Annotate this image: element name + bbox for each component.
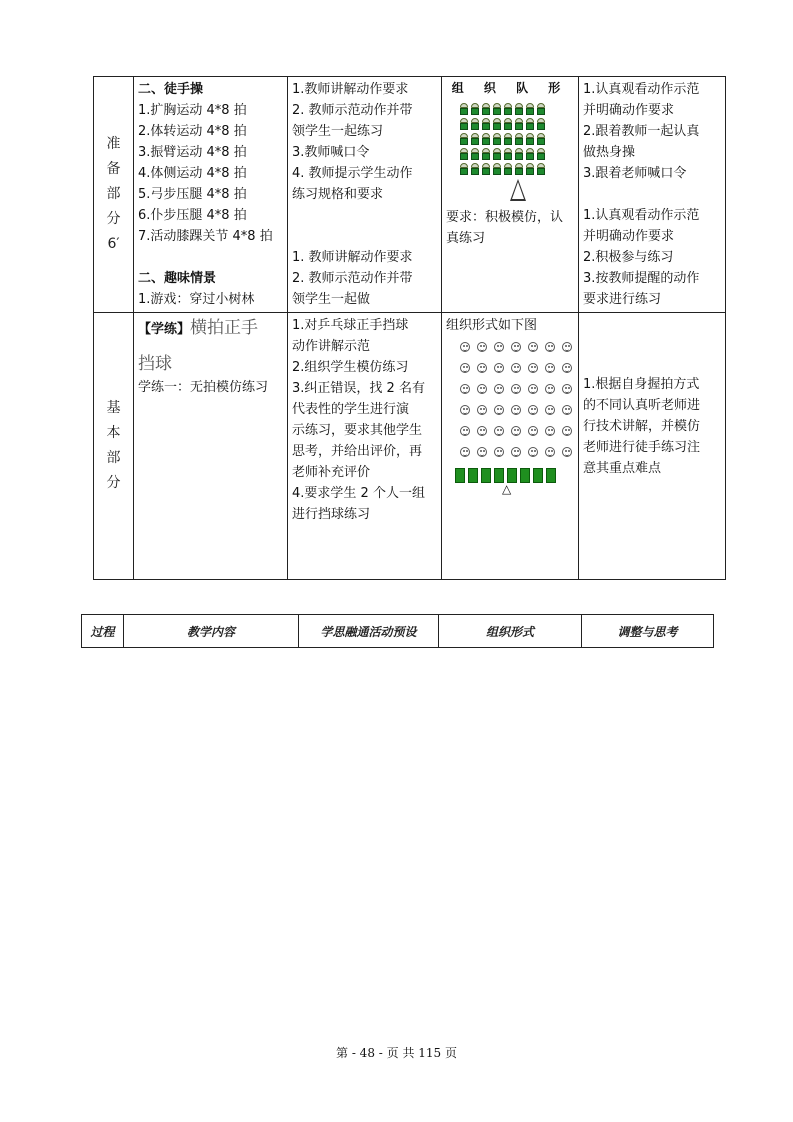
formation-title: 组 织 队 形: [451, 81, 569, 95]
student-smiley-icon: [545, 384, 555, 394]
student-figure-icon: [537, 103, 545, 115]
student-figure-icon: [526, 118, 534, 130]
header-activities: 学思融通活动预设: [299, 615, 439, 648]
header-content: 教学内容: [124, 615, 299, 648]
student-smiley-icon: [562, 384, 572, 394]
student-figure-icon: [526, 103, 534, 115]
student-figure-icon: [526, 133, 534, 145]
student-smiley-icon: [545, 405, 555, 415]
student-smiley-icon: [545, 447, 555, 457]
header-process: 过程: [82, 615, 124, 648]
teacher-marker-icon: △: [502, 482, 512, 496]
student-figure-icon: [471, 163, 479, 175]
student-smiley-icon: [477, 363, 487, 373]
student-figure-icon: [504, 133, 512, 145]
prep-formation-cell: 组 织 队 形 要求：积极模仿，认 真练习: [442, 77, 579, 313]
student-figure-icon: [537, 163, 545, 175]
practice-item: 学练一：无拍模仿练习: [138, 380, 269, 395]
student-smiley-icon: [477, 384, 487, 394]
table-block-icon: [520, 468, 530, 483]
student-figure-icon: [460, 133, 468, 145]
header-reflection: 调整与思考: [582, 615, 714, 648]
student-smiley-icon: [494, 447, 504, 457]
basic-teacher-cell: 1.对乒乓球正手挡球 动作讲解示范 2.组织学生模仿练习 3.纠正错误，找 2 名有 代表性的学生进行演 示练习，要求其他学生 思考，并给出评价，再 老师补充评价 4.要求学生 2 个人一组 进行挡球练习: [288, 313, 442, 580]
student-smiley-icon: [460, 447, 470, 457]
prep-row: [94, 77, 726, 313]
student-figure-icon: [471, 148, 479, 160]
lesson-plan-table: [93, 76, 726, 580]
student-smiley-icon: [528, 447, 538, 457]
student-smiley-icon: [494, 384, 504, 394]
student-smiley-icon: [562, 363, 572, 373]
game-item: 1.游戏：穿过小树林: [138, 292, 255, 307]
table-block-icon: [494, 468, 504, 483]
student-smiley-icon: [528, 405, 538, 415]
student-smiley-icon: [460, 342, 470, 352]
student-figure-icon: [515, 133, 523, 145]
student-figure-icon: [537, 148, 545, 160]
header-organization: 组织形式: [439, 615, 582, 648]
student-smiley-icon: [511, 405, 521, 415]
exercise-item: 2.体转运动 4*8 拍: [138, 124, 247, 139]
student-formation-grid: [460, 103, 574, 175]
student-smiley-icon: [511, 426, 521, 436]
student-figure-icon: [515, 148, 523, 160]
next-table-header: [81, 614, 714, 648]
student-smiley-icon: [494, 363, 504, 373]
basic-content-cell: 【学练】横拍正手 挡球 学练一：无拍模仿练习: [134, 313, 288, 580]
student-smiley-icon: [528, 384, 538, 394]
exercise-item: 4.体侧运动 4*8 拍: [138, 166, 247, 181]
student-figure-icon: [493, 133, 501, 145]
exercise-item: 5.弓步压腿 4*8 拍: [138, 187, 247, 202]
student-figure-icon: [515, 118, 523, 130]
student-figure-icon: [504, 103, 512, 115]
table-block-icon: [546, 468, 556, 483]
basic-section-label: 基 本 部 分: [94, 313, 134, 580]
student-figure-icon: [493, 103, 501, 115]
student-figure-icon: [471, 118, 479, 130]
student-smiley-icon: [511, 363, 521, 373]
page-footer: 第 - 48 - 页 共 115 页: [336, 1046, 457, 1060]
student-figure-icon: [515, 163, 523, 175]
student-figure-icon: [493, 118, 501, 130]
table-block-icon: [468, 468, 478, 483]
student-figure-icon: [526, 148, 534, 160]
prep-section-label: 准 备 部 分 6′: [94, 77, 134, 313]
table-block-icon: [533, 468, 543, 483]
table-block-icon: [507, 468, 517, 483]
student-smiley-icon: [494, 405, 504, 415]
exercise-item: 1.扩胸运动 4*8 拍: [138, 103, 247, 118]
table-block-icon: [481, 468, 491, 483]
student-figure-icon: [460, 118, 468, 130]
student-figure-icon: [493, 163, 501, 175]
student-figure-icon: [504, 148, 512, 160]
basic-formation-cell: [442, 313, 579, 580]
student-smiley-icon: [511, 447, 521, 457]
practice-tag: 【学练】: [138, 322, 191, 337]
student-figure-icon: [504, 163, 512, 175]
student-smiley-icon: [460, 426, 470, 436]
student-smiley-icon: [511, 384, 521, 394]
student-smiley-icon: [460, 384, 470, 394]
student-figure-icon: [526, 163, 534, 175]
prep-content-cell: [134, 77, 288, 313]
teacher-triangle-icon: [510, 179, 526, 201]
student-smiley-icon: [545, 426, 555, 436]
student-smiley-icon: [477, 405, 487, 415]
student-figure-icon: [537, 118, 545, 130]
student-smiley-icon: [460, 363, 470, 373]
student-figure-icon: [482, 103, 490, 115]
student-smiley-icon: [562, 405, 572, 415]
student-smiley-icon: [477, 447, 487, 457]
student-smiley-icon: [494, 342, 504, 352]
student-figure-icon: [460, 163, 468, 175]
exercise-item: 6.仆步压腿 4*8 拍: [138, 208, 247, 223]
student-figure-icon: [460, 148, 468, 160]
basic-student-cell: 1.根据自身握拍方式 的不同认真听老师进 行技术讲解，并模仿 老师进行徒手练习注 意其重点难点: [579, 313, 726, 580]
prep-teacher-cell: 1.教师讲解动作要求 2. 教师示范动作并带 领学生一起练习 3.教师喊口令 4. 教师提示学生动作 练习规格和要求 1. 教师讲解动作要求 2. 教师示范动作并带 领学生一起做: [288, 77, 442, 313]
formation-caption: 组织形式如下图: [446, 318, 538, 333]
student-figure-icon: [482, 163, 490, 175]
student-smiley-icon: [562, 447, 572, 457]
student-smiley-icon: [511, 342, 521, 352]
student-figure-icon: [482, 133, 490, 145]
table-block-icon: [455, 468, 465, 483]
student-figure-icon: [482, 148, 490, 160]
student-smiley-icon: [562, 426, 572, 436]
exercise-item: 3.振臂运动 4*8 拍: [138, 145, 247, 160]
prep-title: 二、徒手操: [138, 82, 204, 97]
student-smiley-icon: [545, 363, 555, 373]
student-smiley-icon: [528, 342, 538, 352]
student-figure-icon: [537, 133, 545, 145]
exercise-item: 7.活动膝踝关节 4*8 拍: [138, 229, 273, 244]
prep-student-cell: 1.认真观看动作示范 并明确动作要求 2.跟着教师一起认真 做热身操 3.跟着老师喊口令 1.认真观看动作示范 并明确动作要求 2.积极参与练习 3.按教师提醒的动作 要求进行练习: [579, 77, 726, 313]
student-figure-icon: [460, 103, 468, 115]
student-smiley-icon: [528, 363, 538, 373]
student-figure-icon: [482, 118, 490, 130]
student-smiley-icon: [562, 342, 572, 352]
student-figure-icon: [515, 103, 523, 115]
student-smiley-icon: [528, 426, 538, 436]
table-tennis-tables: [455, 468, 574, 483]
student-figure-icon: [471, 133, 479, 145]
student-smiley-icon: [477, 426, 487, 436]
student-figure-icon: [504, 118, 512, 130]
student-figure-icon: [493, 148, 501, 160]
student-figure-icon: [471, 103, 479, 115]
student-smiley-icon: [477, 342, 487, 352]
student-smiley-icon: [494, 426, 504, 436]
game-title: 二、趣味情景: [138, 271, 217, 286]
basic-row: [94, 313, 726, 580]
student-smiley-icon: [460, 405, 470, 415]
student-smiley-icon: [545, 342, 555, 352]
smiley-formation-grid: [446, 342, 574, 457]
